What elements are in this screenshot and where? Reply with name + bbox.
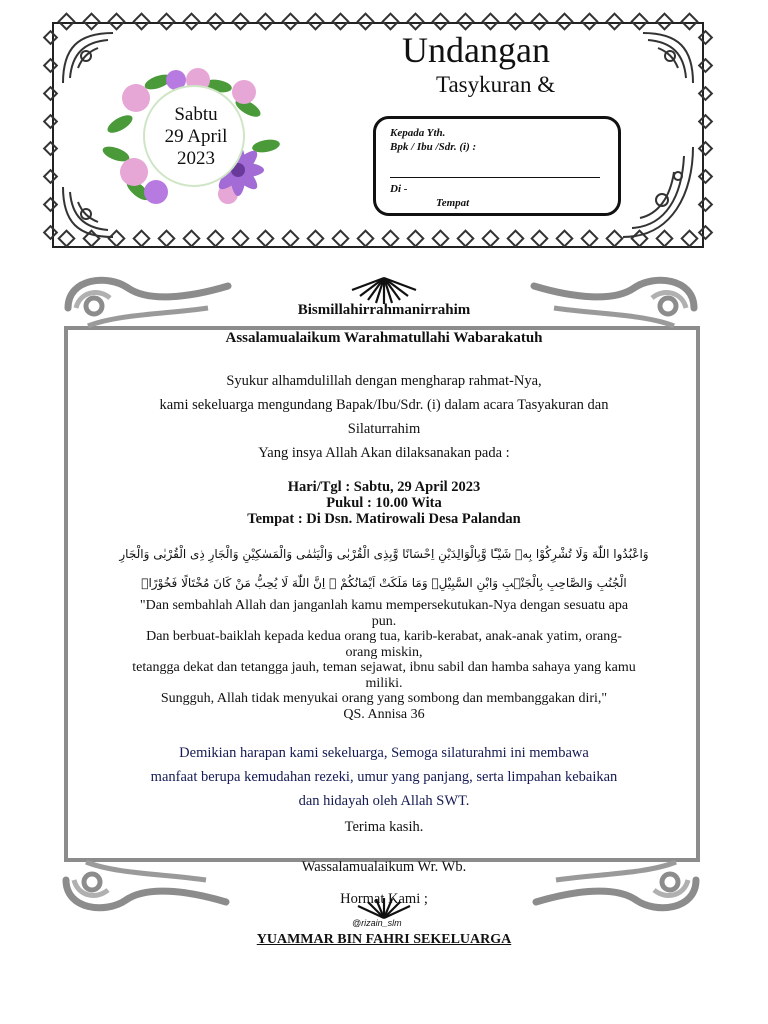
watermark-handle: @rizain_slm bbox=[352, 918, 402, 928]
event-day-date: Hari/Tgl : Sabtu, 29 April 2023 bbox=[287, 479, 481, 495]
right-diamond-border bbox=[700, 24, 711, 246]
event-date: 29 April bbox=[164, 126, 228, 147]
quran-reference: QS. Annisa 36 bbox=[343, 706, 425, 722]
intro-line-1: Syukur alhamdulillah dengan mengharap rahmat-Nya, bbox=[226, 373, 542, 389]
translation-line-4: Sungguh, Allah tidak menyukai orang yang sombong dan membanggakan diri," bbox=[160, 691, 608, 706]
closing-line-1: Demikian harapan kami sekeluarga, Semoga silaturahmi ini membawa bbox=[179, 745, 589, 761]
recipient-name-line bbox=[390, 177, 600, 178]
intro-line-3: Silaturrahim bbox=[347, 421, 421, 437]
translation-line-2: Dan berbuat-baiklah kepada kedua orang tua, karib-kerabat, anak-anak yatim, orang- bbox=[146, 629, 622, 644]
translation-line-3: tetangga dekat dan tetangga jauh, teman sejawat, ibnu sabil dan hamba sahaya yang kamu bbox=[132, 660, 636, 675]
bismillah-heading: Bismillahirrahmanirrahim bbox=[297, 302, 471, 318]
event-location: Tempat : Di Dsn. Matirowali Desa Palandan bbox=[247, 511, 521, 527]
translation-line-1b: pun. bbox=[371, 613, 397, 629]
event-year: 2023 bbox=[177, 148, 215, 169]
family-signature: YUAMMAR BIN FAHRI SEKELUARGA bbox=[256, 932, 512, 947]
invitation-subtitle: Tasykuran & bbox=[436, 72, 556, 97]
event-date-badge bbox=[148, 104, 244, 170]
intro-line-2: kami sekeluarga mengundang Bapak/Ibu/Sdr. (i) dalam acara Tasyakuran dan bbox=[159, 397, 609, 413]
salam-greeting: Assalamualaikum Warahmatullahi Wabarakatuh bbox=[225, 330, 543, 346]
translation-line-1: "Dan sembahlah Allah dan janganlah kamu mempersekutukan-Nya dengan sesuatu apa bbox=[139, 598, 629, 613]
quran-verse-arabic bbox=[70, 540, 698, 598]
invitation-title: Undangan bbox=[402, 30, 550, 70]
hormat-kami: Hormat Kami ; bbox=[340, 891, 428, 907]
corner-swirl-bottom-right bbox=[618, 142, 698, 242]
arabic-line-2: الْجُنُبِ وَالصَّاحِبِ بِالْجَنْۢبِ وَابْنِ السَّبِيْلِۙ وَمَا مَلَكَتْ اَيْمَانُكُمْ ۗ اِنَّ اللّٰهَ لَا يُحِبُّ مَنْ كَانَ مُخْتَالًا فَخُوْرًاۙ bbox=[141, 576, 627, 590]
ornament-top-left bbox=[58, 268, 238, 332]
left-diamond-border bbox=[45, 24, 56, 246]
wassalam: Wassalamualaikum Wr. Wb. bbox=[301, 859, 467, 875]
event-day: Sabtu bbox=[174, 104, 218, 125]
translation-line-2b: orang miskin, bbox=[345, 644, 423, 660]
thank-you: Terima kasih. bbox=[344, 819, 424, 835]
arabic-line-1: وَاعْبُدُوا اللّٰهَ وَلَا تُشْرِكُوْا بِهٖ شَيْـًٔا وَّبِالْوَالِدَيْنِ اِحْسَانًا وَّبِذِى الْقُرْبٰى وَالْيَتٰمٰى وَالْمَسٰكِيْنِ وَالْجَارِ ذِى الْقُرْبٰى وَالْجَارِ bbox=[119, 547, 649, 561]
recipient-address-box bbox=[373, 116, 621, 216]
address-tempat: Tempat bbox=[436, 197, 470, 209]
intro-line-4: Yang insya Allah Akan dilaksanakan pada : bbox=[258, 445, 510, 461]
ornament-top-right bbox=[524, 268, 704, 332]
address-recipient-label: Bpk / Ibu /Sdr. (i) : bbox=[390, 141, 477, 153]
address-kepada: Kepada Yth. bbox=[390, 127, 446, 139]
corner-swirl-top-right bbox=[638, 28, 698, 88]
translation-line-3b: miliki. bbox=[365, 675, 403, 691]
event-time: Pukul : 10.00 Wita bbox=[326, 495, 442, 511]
bottom-diamond-border bbox=[54, 232, 702, 245]
closing-line-3: dan hidayah oleh Allah SWT. bbox=[298, 793, 470, 809]
address-di: Di - bbox=[390, 183, 408, 195]
top-diamond-border bbox=[54, 15, 702, 28]
quran-translation bbox=[70, 598, 698, 722]
closing-line-2: manfaat berupa kemudahan rezeki, umur yang panjang, serta limpahan kebaikan bbox=[150, 769, 618, 785]
